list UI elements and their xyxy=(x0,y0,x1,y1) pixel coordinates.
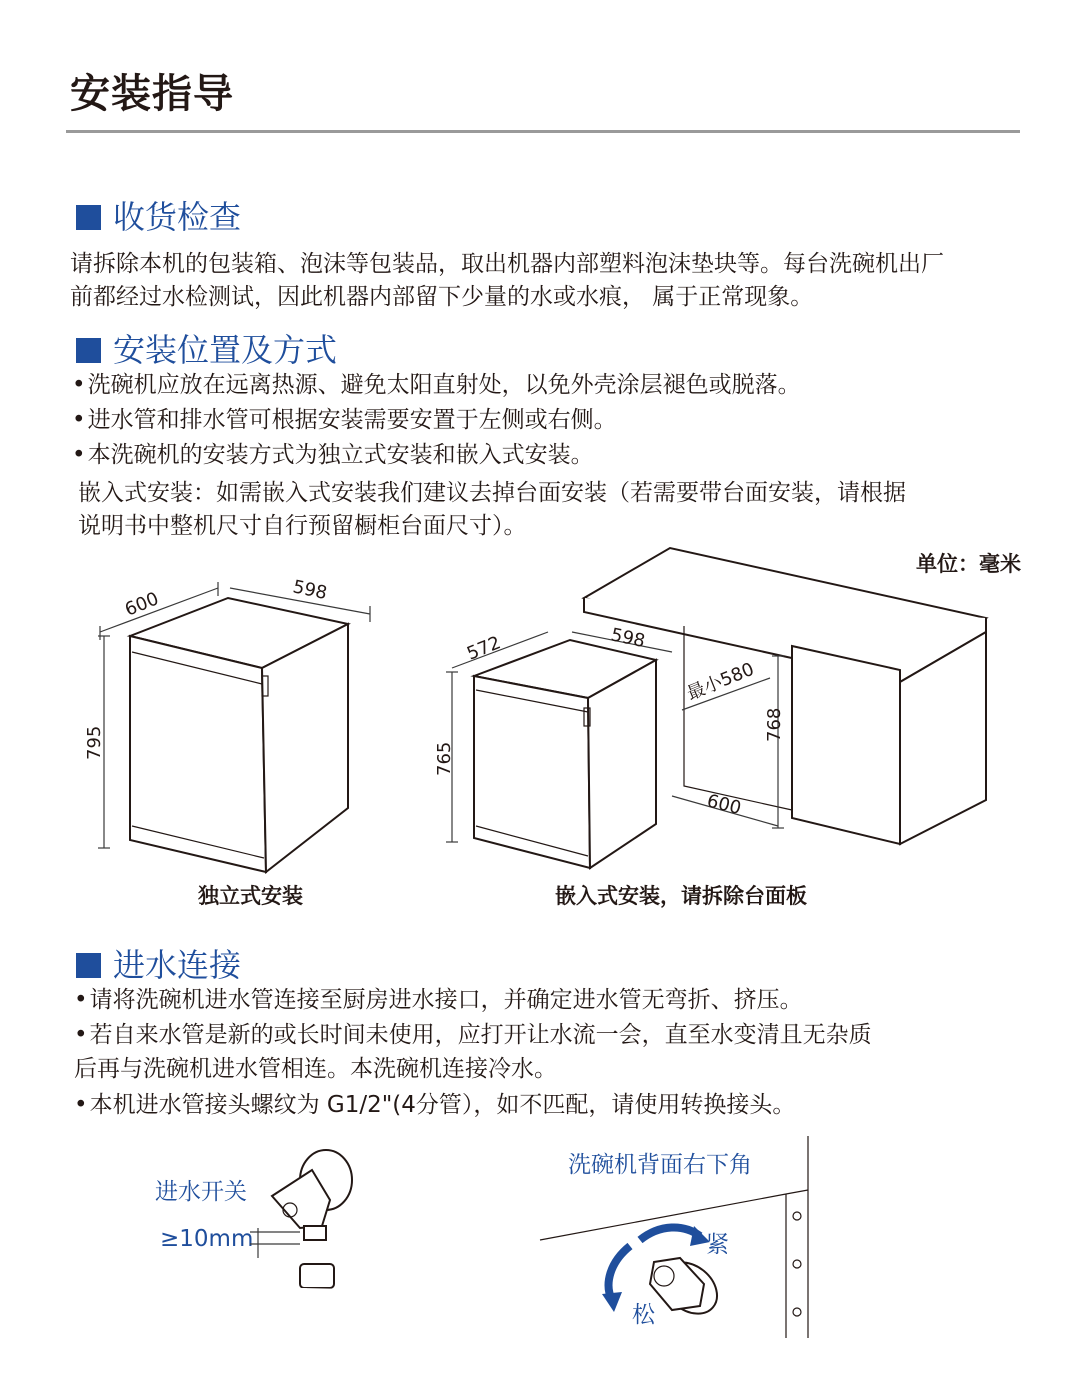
freestanding-width-label: 598 xyxy=(290,576,329,605)
freestanding-height-label: 795 xyxy=(84,725,105,760)
freestanding-depth-label: 600 xyxy=(122,588,162,621)
position-bullet-2: • 进水管和排水管可根据安装需要安置于左侧或右侧。 xyxy=(72,404,617,437)
tighten-label: 紧 xyxy=(706,1232,729,1258)
tighten-arrow-icon xyxy=(640,1226,710,1246)
corner-label: 洗碗机背面右下角 xyxy=(568,1152,752,1178)
water-bullet-1: • 请将洗碗机进水管连接至厨房进水接口，并确定进水管无弯折、挤压。 xyxy=(74,984,803,1017)
receiving-line-2: 前都经过水检测试，因此机器内部留下少量的水或水痕， 属于正常现象。 xyxy=(70,284,814,310)
inlet-hose xyxy=(300,1264,680,1361)
cabinet-depth-label: 600 xyxy=(704,790,744,820)
built-in-height-label: 765 xyxy=(434,741,455,776)
cabinet-height-label: 768 xyxy=(764,707,785,742)
built-in-note-line-2: 说明书中整机尺寸自行预留橱柜台面尺寸）。 xyxy=(78,513,527,539)
tap-label: 进水开关 xyxy=(155,1179,247,1205)
section-heading-text: 进水连接 xyxy=(113,946,242,984)
built-in-note-line-1: 嵌入式安装：如需嵌入式安装我们建议去掉台面安装（若需要带台面安装，请根据 xyxy=(78,480,906,506)
built-in-caption: 嵌入式安装，请拆除台面板 xyxy=(555,884,807,908)
page-title: 安装指导 xyxy=(70,71,234,117)
clearance-label: ≥10mm xyxy=(160,1226,254,1252)
built-in-depth-label: 572 xyxy=(464,632,504,665)
min-width-label: 最小580 xyxy=(684,658,758,705)
freestanding-caption: 独立式安装 xyxy=(198,884,303,908)
water-tap-icon xyxy=(250,1150,352,1258)
unit-label: 单位：毫米 xyxy=(916,552,1021,576)
section-heading-text: 安装位置及方式 xyxy=(113,331,338,369)
water-bullet-3: • 本机进水管接头螺纹为 G1/2"(4分管），如不匹配，请使用转换接头。 xyxy=(74,1089,795,1122)
position-bullet-1: • 洗碗机应放在远离热源、避免太阳直射处，以免外壳涂层褪色或脱落。 xyxy=(72,369,801,402)
water-bullet-2-continuation: 后再与洗碗机进水管相连。本洗碗机连接冷水。 xyxy=(74,1056,557,1082)
built-in-width-label: 598 xyxy=(608,624,647,653)
water-bullet-2: • 若自来水管是新的或长时间未使用，应打开让水流一会，直至水变清且无杂质 xyxy=(74,1019,872,1052)
loosen-label: 松 xyxy=(632,1302,655,1328)
position-bullet-3: • 本洗碗机的安装方式为独立式安装和嵌入式安装。 xyxy=(72,439,594,472)
section-heading-text: 收货检查 xyxy=(113,198,242,236)
receiving-line-1: 请拆除本机的包装箱、泡沫等包装品，取出机器内部塑料泡沫垫块等。每台洗碗机出厂 xyxy=(70,251,944,277)
